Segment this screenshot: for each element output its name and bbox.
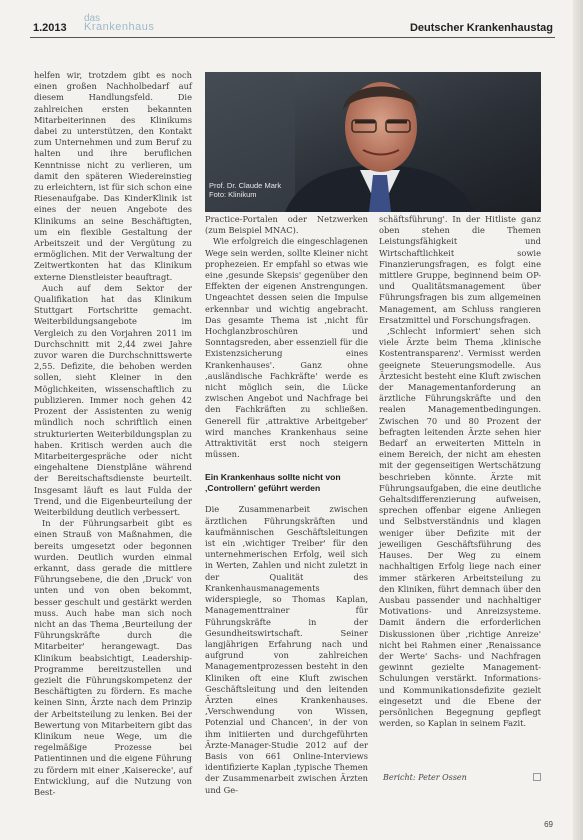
logo-small-text: das xyxy=(84,13,101,24)
magazine-logo xyxy=(84,14,154,32)
caption-credit: Foto: Klinikum xyxy=(209,190,257,199)
text-column-1 xyxy=(34,70,192,830)
subheading xyxy=(205,472,368,494)
paragraph: Practice-Portalen oder Netzwerken (zum Beispiel MNAC). xyxy=(205,214,368,236)
paragraph: schäftsführung'. In der Hitliste ganz oben stehen die Themen Leistungsfähigkeit und Wirtschaftlichkeit sowie Finanzierungsfragen, es folgt eine mittlere Gruppe, beginnend beim OP- und Qualitätsmanagement über Führungsfragen bis zum allgemeinen Management, am Schluss rangieren Ersatzmittel und Forschungsfragen. xyxy=(379,214,541,325)
author-byline: Bericht: Peter Ossen xyxy=(383,773,467,782)
paragraph: In der Führungsarbeit gibt es einen Strauß von Maßnahmen, die bereits umgesetzt oder begonnen wurden. Deutlich wurden einmal erkannt, dass gerade die mittlere Führungsebene, die den ‚Druck' von unten und von oben bekommt, besser geschult und gestärkt werden muss. Auch habe man sich noch nicht an das Thema ‚Beurteilung der Führungskräfte durch die Mitarbeiter' herangewagt. Das Klinikum beabsichtigt, Leadership-Programme bereitzustellen und gezielt die Führungskompetenz der Beschäftigten zu fördern. Es mache keinen Sinn, Ärzte nach dem Prinzip der Arbeitsteilung zu lenken. Bei der Bewertung von Mitarbeitern gibt das Klinikum neue Wege, um die regelmäßige Prozesse bei Patientinnen und die eigene Führung zu fördern mit einer ‚Kaiserecke', auf Entwicklung, auf die Nutzung von Best- xyxy=(34,518,192,797)
page-number: 69 xyxy=(544,820,553,829)
logo-large-text: Krankenhaus xyxy=(84,21,155,33)
paragraph: ‚Schlecht informiert' sehen sich viele Ärzte beim Thema ‚klinische Kostentransparenz'. Vermisst werden geeignete Steuerungsmodelle. Aus Ärztesicht besteht eine Kluft zwischen der Managementanforderung an ärztliche Führungskräfte und den realen Managementbedingungen. Zwischen 70 und 80 Prozent der befragten leitenden Ärzte sehen hier Bedarf an erweiterten Mitteln in einem Bereich, der nicht am ehesten mit der gegenseitigen Wertschätzung beschrieben könnte. Ärzte mit Führungsaufgaben, die eine deutliche Gehaltsdifferenzierung aufweisen, sprechen offenbar eigene Anliegen und Selbstverständnis und klagen weniger über Defizite mit der jeweiligen Geschäftsführung des Hauses. Der Weg zu einem nachhaltigen Erfolg liege nach einer immer stärkeren Arbeitsteilung zu den Kliniken, führt demnach über den Ausbau passender und nachhaltiger Motivations- und Anreizsysteme. Damit ändern die erforderlichen Diskussionen über ‚richtige Anreize' nicht bei Rahmen einer ‚Renaissance der Werte' Sachs- und Nachfragen gewinnt gezielte Management-Schulungen verstärkt. Informations- und Kommunikationsdefizite gezielt eingesetzt und die Ebene der persönlichen Begegnung gepflegt werden, so Kaplan in seinem Fazit. xyxy=(379,326,541,729)
issue-number: 1.2013 xyxy=(33,22,67,34)
text-column-3 xyxy=(379,214,541,774)
paragraph: Auch auf dem Sektor der Qualifikation hat das Klinikum Stuttgart Fortschritte gemacht. Weiterbildungsangebote im Vergleich zu den Vorjahren 2011 im Durchschnitt mit 2,44 zwei Jahre zuvor waren die Durchschnittswerte 2,55. Defizite, die behoben werden sollen, sieht Kleiner in den Möglichkeiten, wissenschaftlich zu publizieren. Immer noch gehen 42 Prozent der Assistenten zu wenig mündlich noch schriftlich einen strukturierten Weiterbildungsplan zu haben. Kritisch werden auch die Mitarbeitergespräche oder nicht eingehaltene Dienstpläne während der Bereitschaftsdienste beurteilt. Insgesamt läuft es laut Fulda der Trend, und die Eigenbeurteilung der Weiterbildung deutlich verbessert. xyxy=(34,282,192,517)
section-title: Deutscher Krankenhaustag xyxy=(409,22,553,34)
page-spine-shadow xyxy=(573,0,583,840)
paragraph: helfen wir, trotzdem gibt es noch einen großen Nachholbedarf auf diesem Handlungsfeld. Die zahlreichen ersten bekannten Mitarbeiterinnen des Klinikums dabei zu unterstützen, den Kontakt zum Unternehmen und zum Beruf zu halten und ihre beruflichen Kenntnisse nicht zu verlieren, um damit den späteren Wiedereinstieg zu erleichtern, ist für sich schon eine Riesenaufgabe. Das KinderKlinik ist eines der neuen Angebote des Klinikums an seine Beschäftigten, um ein flexible Gestaltung der Arbeitszeit und der Vergütung zu ermöglichen. Mit der Verwaltung der Zeitwertkonten hat das Klinikum externe Dienstleister beauftragt. xyxy=(34,70,192,282)
paragraph: Die Zusammenarbeit zwischen ärztlichen Führungskräften und kaufmännischen Geschäftsleitungen ist ein ‚wichtiger Treiber' für den unternehmerischen Erfolg, weil sich in Werten, Zahlen und nicht zuletzt in der Qualität des Krankenhausmanagements widerspiegle, so Thomas Kaplan, Managementtrainer für Führungskräfte in der Gesundheitswirtschaft. Seiner langjährigen Erfahrung nach und aufgrund von zahlreichen Managementprozessen besteht in den Kliniken oft eine Kluft zwischen Geschäftsleitung und den leitenden Ärzten eines Krankenhauses. ‚Verschwendung von Wissen, Potenzial und Chancen', in der von ihm initiierten und durchgeführten Ärzte-Manager-Studie 2012 auf der Basis von 661 Online-Interviews identifizierte Kaplan ‚typische Themen der Zusammenarbeit zwischen Ärzten und Ge- xyxy=(205,504,368,795)
subheading-line-2: ‚Controllern' geführt werden xyxy=(205,483,321,494)
header-divider xyxy=(30,37,555,38)
end-of-article-mark xyxy=(533,773,541,781)
subheading-line-1: Ein Krankenhaus sollte nicht von xyxy=(205,472,341,483)
paragraph: Wie erfolgreich die eingeschlagenen Wege sein werden, sollte Kleiner nicht prophezeien. Er empfahl so etwas wie eine ‚gesunde Skepsis' gegenüber den Effekten der eigenen Anstrengungen. Ungeachtet dessen seien die Impulse erkennbar und wichtig angebracht. Das gesamte Thema ist ‚nicht für Hochglanzbroschüren und Sonntagsreden, aber essenziell für die Existenzsicherung eines Krankenhauses'. Ganz ohne ‚ausländische Fachkräfte' werde es nicht möglich sein, die Lücke zwischen Angebot und Nachfrage bei den Fachkräften zu schließen. Generell für ‚attraktive Arbeitgeber' wird manches Krankenhaus seine Attraktivität erst noch steigern müssen. xyxy=(205,236,368,460)
caption-name: Prof. Dr. Claude Mark xyxy=(209,181,282,190)
text-column-2 xyxy=(205,214,368,795)
photo-caption xyxy=(209,181,281,199)
